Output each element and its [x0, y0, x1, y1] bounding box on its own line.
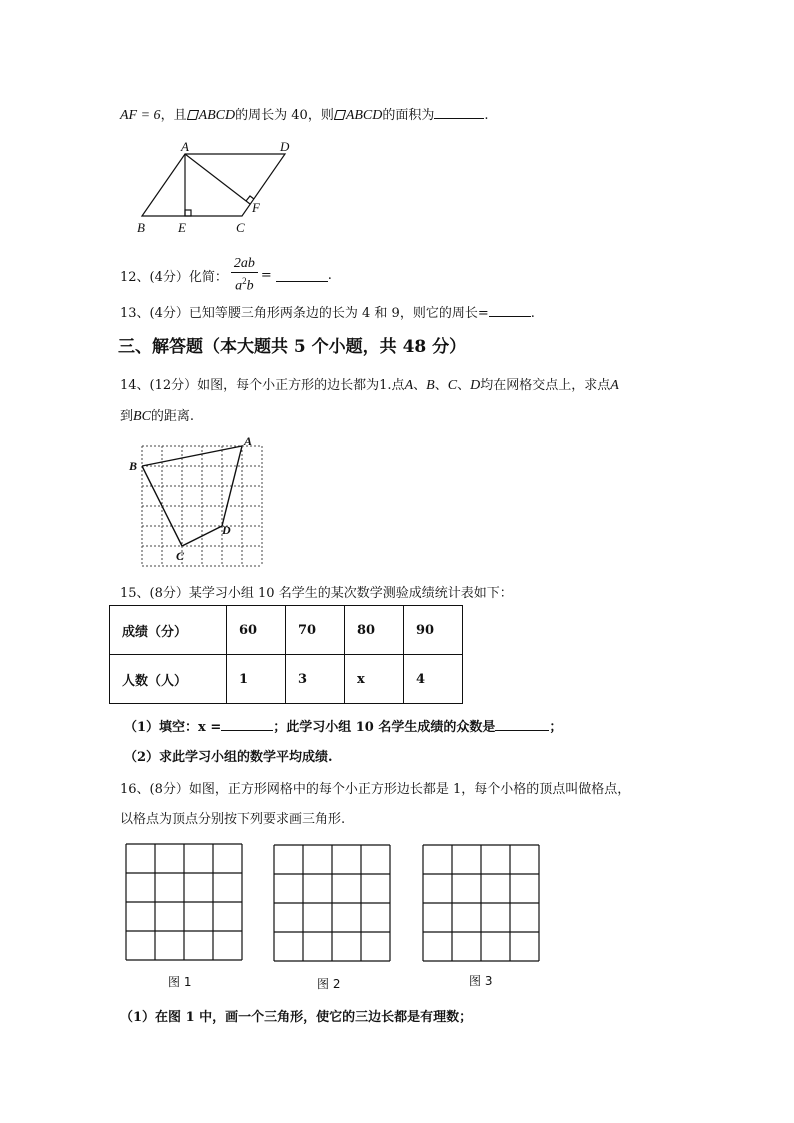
label-d: D [280, 139, 290, 154]
text-c: 的面积为 [382, 108, 435, 123]
denominator [231, 273, 258, 295]
question-15 [120, 582, 513, 601]
question-14-line-2 [120, 405, 194, 425]
q15-text: 15、(8分）某学习小组 10 名学生的某次数学测验成绩统计表如下： [120, 586, 513, 601]
part1-c: ； [549, 720, 563, 735]
table-cell: 60 [227, 606, 286, 655]
label-c: C [236, 220, 245, 235]
table-cell: 4 [404, 655, 463, 704]
pt-a: A [404, 378, 414, 393]
q14-text-a: 14、(12分）如图，每个小正方形的边长都为1.点 [120, 378, 405, 393]
label-a: A [244, 436, 253, 448]
period: . [327, 267, 332, 283]
text-a: ，且 [160, 108, 187, 123]
question-12 [120, 256, 332, 295]
part1-a: （1）填空：x = [124, 720, 222, 735]
parallelogram-icon [334, 109, 346, 119]
label-a: A [181, 139, 189, 154]
answer-blank[interactable] [489, 304, 531, 317]
altitude-af [185, 154, 250, 204]
q12-prefix: 12、(4分）化简： [120, 269, 228, 285]
sep: 、 [457, 378, 471, 393]
pt-b: B [426, 378, 435, 393]
right-angle-e [185, 210, 191, 216]
q16-line1: 16、(8分）如图，正方形网格中的每个小正方形边长都是 1，每个小格的顶点叫做格点， [120, 782, 631, 797]
period: . [530, 306, 535, 321]
seg-bc: BC [133, 409, 151, 424]
q13-text: 13、(4分）已知等腰三角形两条边的长为 4 和 9，则它的周长= [120, 306, 489, 321]
question-13 [120, 302, 535, 321]
q14-line2-b: 的距离. [150, 409, 195, 424]
label-b: B [129, 459, 138, 473]
table-cell: 70 [286, 606, 345, 655]
numerator: 2ab [231, 256, 258, 273]
question-14-line-1 [120, 374, 619, 394]
part1-b: ；此学习小组 10 名学生成绩的众数是 [273, 720, 496, 735]
question-16-line-1 [120, 778, 630, 797]
label-c: C [176, 549, 185, 563]
table-cell: 80 [345, 606, 404, 655]
table-cell: 1 [227, 655, 286, 704]
label-f: F [252, 200, 260, 215]
den-exp: 2 [242, 276, 247, 286]
grid-figure-14 [128, 436, 268, 568]
q16-part1: （1）在图 1 中，画一个三角形，使它的三边长都是有理数； [120, 1010, 473, 1025]
table-cell: 人数（人） [110, 655, 227, 704]
table-cell: 90 [404, 606, 463, 655]
table-row [110, 655, 463, 704]
table-cell: 3 [286, 655, 345, 704]
parallelogram-figure [130, 138, 305, 238]
q14-line2-a: 到 [120, 409, 134, 424]
eq-six: = 6 [137, 108, 161, 123]
question-16-part-1 [120, 1006, 472, 1025]
equals: = [260, 267, 272, 283]
question-15-part-2 [124, 746, 333, 765]
fraction [231, 256, 258, 295]
parallelogram-abcd [142, 154, 285, 216]
score-table [109, 605, 463, 704]
sep: 、 [413, 378, 427, 393]
pt-a: A [610, 378, 619, 393]
grid-figure-3 [421, 843, 541, 963]
table-cell: 成绩（分） [110, 606, 227, 655]
parallelogram-icon [187, 109, 199, 119]
question-15-part-1 [124, 716, 562, 735]
pt-c: C [447, 378, 458, 393]
q14-text-b: 均在网格交点上，求点 [480, 378, 611, 393]
den-a: a [235, 278, 243, 294]
q16-line2: 以格点为顶点分别按下列要求画三角形. [120, 812, 346, 827]
label-b: B [137, 220, 145, 235]
section-heading: 三、解答题（本大题共 5 个小题，共 48 分） [118, 337, 467, 357]
caption-figure-3: 图 3 [469, 974, 493, 988]
label-e: E [178, 220, 186, 235]
text-b: 的周长为 40，则 [235, 108, 334, 123]
question-16-line-2 [120, 808, 345, 827]
para-abcd-1: ABCD [198, 108, 236, 123]
pt-d: D [470, 378, 481, 393]
part2: （2）求此学习小组的数学平均成绩. [124, 750, 333, 765]
answer-blank[interactable] [495, 718, 549, 731]
answer-blank[interactable] [221, 718, 273, 731]
den-b: b [246, 278, 254, 294]
caption-figure-2: 图 2 [317, 977, 341, 991]
caption-figure-1: 图 1 [168, 975, 192, 989]
label-d: D [222, 523, 231, 537]
line-af-perimeter [120, 104, 489, 124]
sep: 、 [434, 378, 448, 393]
period: . [484, 108, 489, 123]
grid-figure-2 [272, 843, 392, 963]
table-row [110, 606, 463, 655]
table-cell: x [345, 655, 404, 704]
grid-figure-1 [124, 842, 244, 962]
var-af: AF [120, 108, 138, 123]
answer-blank[interactable] [434, 106, 484, 119]
answer-blank[interactable] [276, 269, 328, 282]
para-abcd-2: ABCD [345, 108, 383, 123]
